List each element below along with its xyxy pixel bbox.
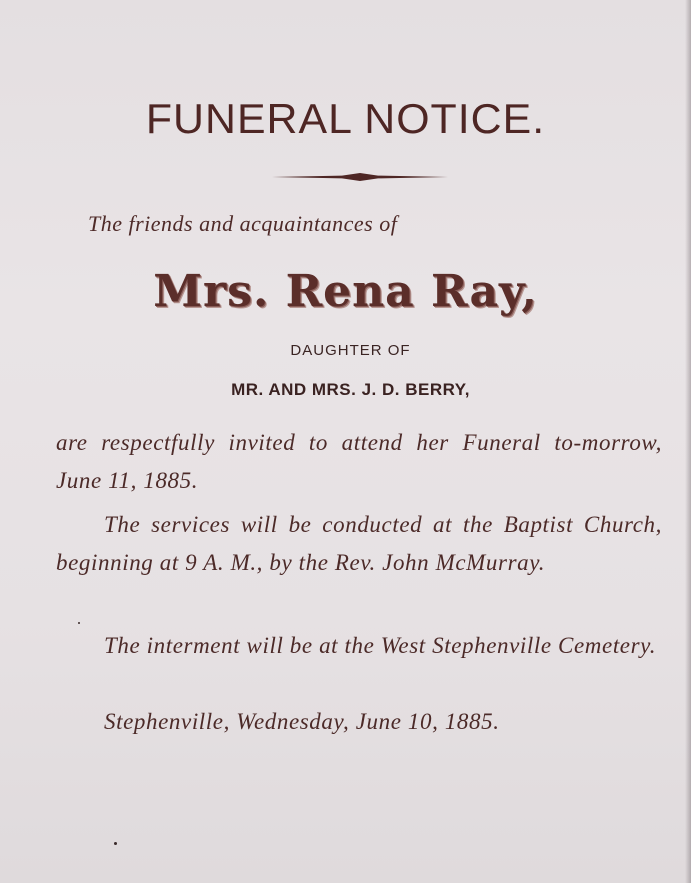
intro-line: The friends and acquaintances of bbox=[88, 211, 398, 236]
relation-label: DAUGHTER OF bbox=[290, 342, 411, 359]
paper-speck bbox=[114, 842, 117, 845]
page-edge-shadow bbox=[685, 0, 691, 883]
notice-title: FUNERAL NOTICE. bbox=[145, 95, 546, 142]
services-paragraph: The services will be conducted at the Baptist Church, beginning at 9 A. M., by the Rev. John McMurray. bbox=[56, 512, 662, 575]
invitation-paragraph: are respectfully invited to attend her Funeral to-morrow, June 11, 1885. bbox=[56, 430, 662, 493]
deceased-name: Mrs. Rena Ray, bbox=[153, 266, 538, 317]
dateline: Stephenville, Wednesday, June 10, 1885. bbox=[104, 709, 500, 734]
paper-speck bbox=[78, 622, 80, 624]
parents-name: MR. AND MRS. J. D. BERRY, bbox=[231, 380, 470, 399]
interment-paragraph: The interment will be at the West Stephenville Cemetery. bbox=[104, 633, 657, 658]
ornamental-rule bbox=[272, 172, 448, 182]
